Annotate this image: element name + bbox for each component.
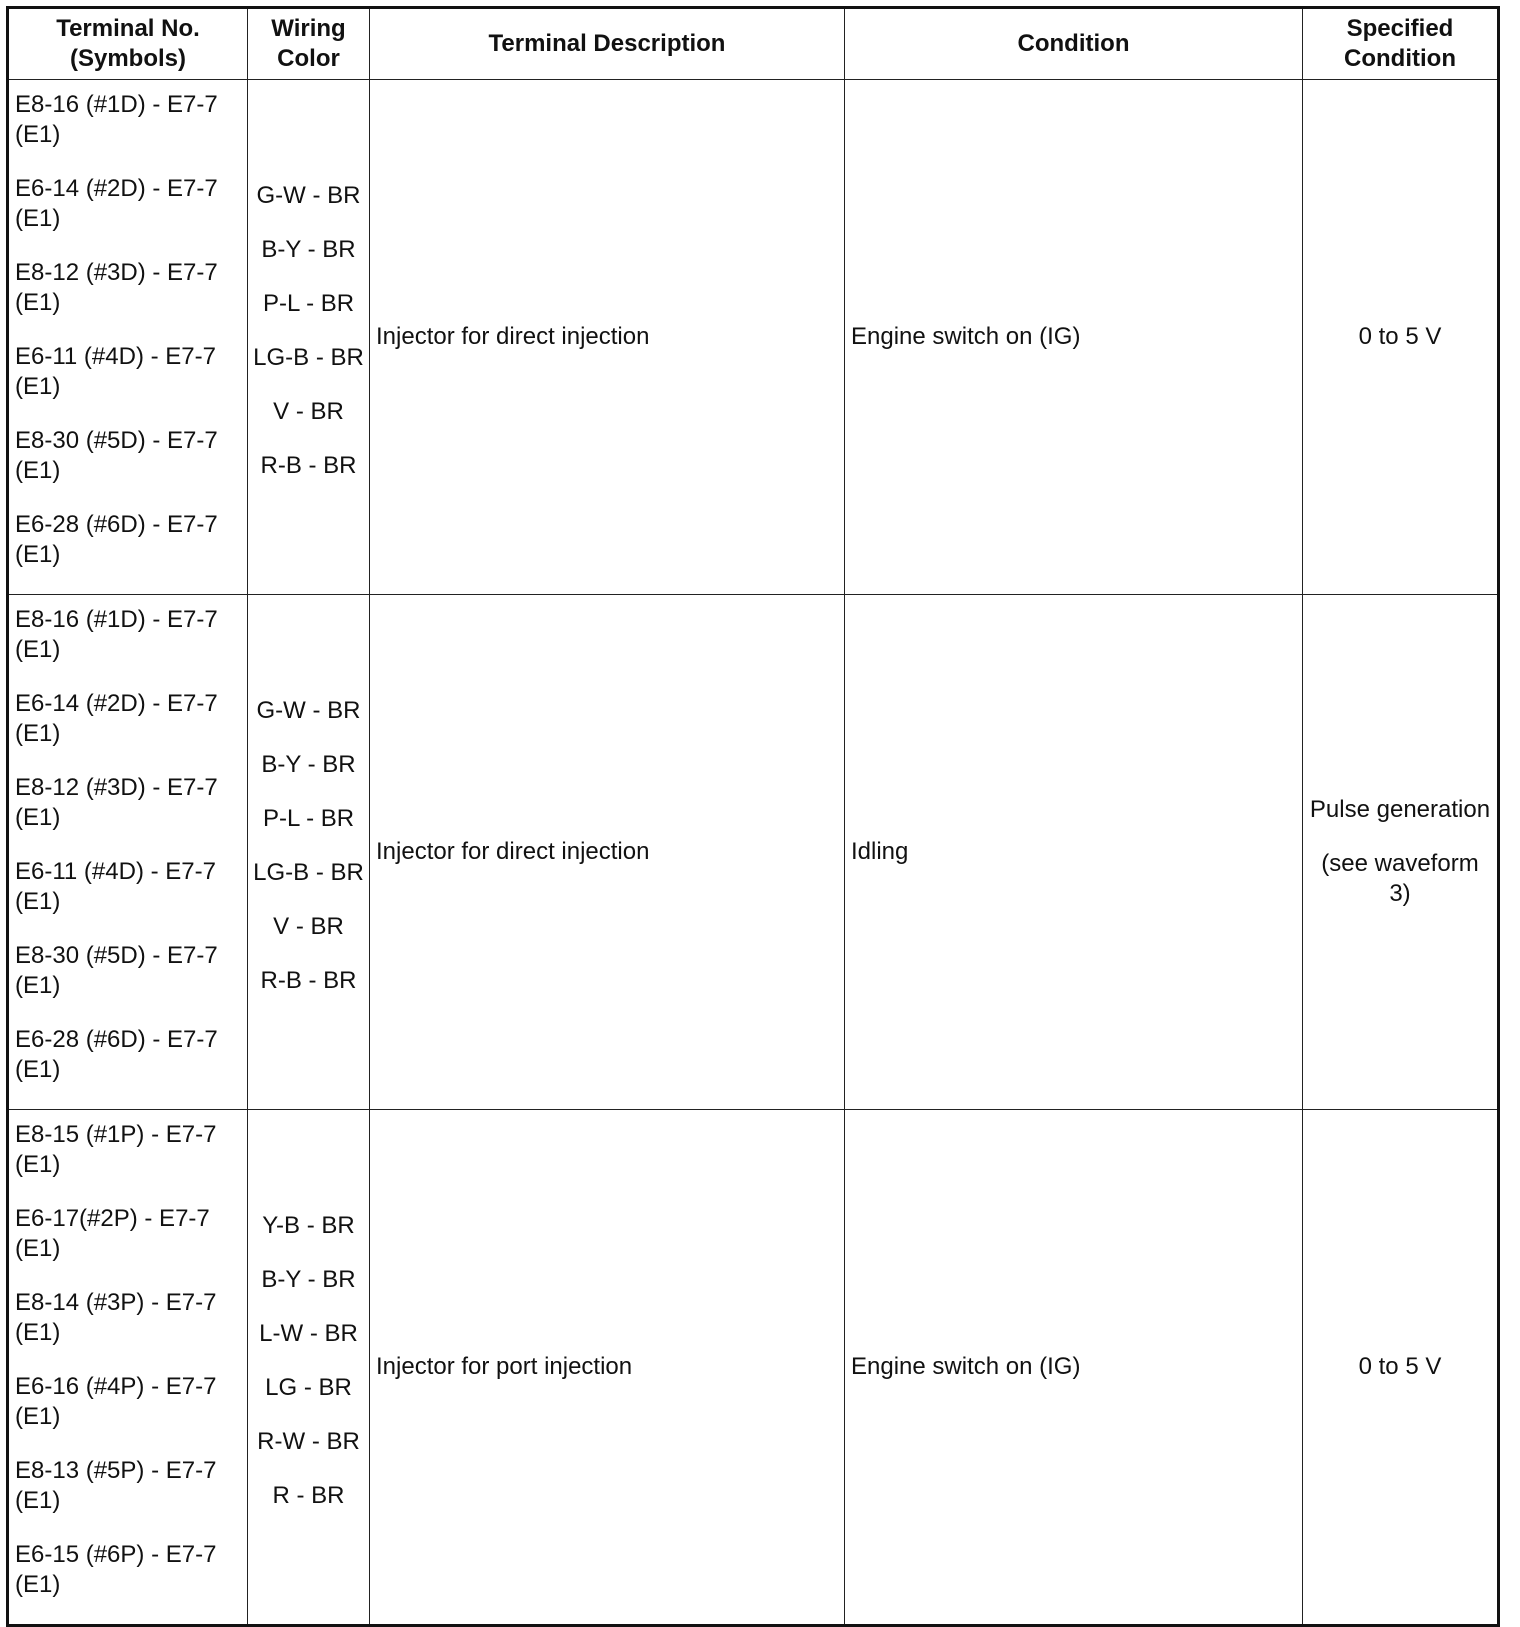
terminal-item: E6-11 (#4D) - E7-7 (E1) — [15, 858, 216, 915]
specified-condition-note: (see waveform 3) — [1321, 850, 1479, 907]
terminal-item: E8-13 (#5P) - E7-7 (E1) — [15, 1457, 217, 1514]
wiring-color-item: LG-B - BR — [253, 859, 364, 886]
wiring-color-cell — [248, 80, 370, 595]
header-terminal-description: Terminal Description — [370, 8, 845, 80]
wiring-color-item: V - BR — [273, 913, 344, 940]
terminal-item: E8-30 (#5D) - E7-7 (E1) — [15, 942, 218, 999]
wiring-color-item: R-B - BR — [260, 967, 357, 994]
terminal-item: E6-14 (#2D) - E7-7 (E1) — [15, 175, 218, 232]
header-condition: Condition — [845, 8, 1303, 80]
specified-condition-text: Pulse generation — [1309, 796, 1491, 823]
header-row — [8, 8, 1499, 80]
terminal-item: E8-30 (#5D) - E7-7 (E1) — [15, 427, 218, 484]
terminal-item: E6-28 (#6D) - E7-7 (E1) — [15, 1026, 218, 1083]
wiring-color-item: R-B - BR — [260, 452, 357, 479]
terminal-table — [6, 6, 1500, 1627]
specified-condition-text: 0 to 5 V — [1358, 323, 1442, 350]
header-specified-condition: Specified Condition — [1303, 8, 1499, 80]
terminal-item: E8-16 (#1D) - E7-7 (E1) — [15, 606, 218, 663]
terminal-description-cell: Injector for direct injection — [370, 595, 845, 1110]
terminal-item: E6-11 (#4D) - E7-7 (E1) — [15, 343, 216, 400]
specified-condition-cell — [1303, 1110, 1499, 1626]
wiring-color-item: G-W - BR — [256, 697, 361, 724]
wiring-color-item: LG-B - BR — [253, 344, 364, 371]
terminal-item: E8-16 (#1D) - E7-7 (E1) — [15, 91, 218, 148]
wiring-color-item: P-L - BR — [262, 805, 355, 832]
wiring-color-cell — [248, 1110, 370, 1626]
terminal-item: E6-17(#2P) - E7-7 (E1) — [15, 1205, 210, 1262]
terminal-item: E6-28 (#6D) - E7-7 (E1) — [15, 511, 218, 568]
table-row — [8, 80, 1499, 595]
wiring-color-item: L-W - BR — [259, 1320, 358, 1347]
wiring-color-item: R-W - BR — [257, 1428, 360, 1455]
header-terminal: Terminal No. (Symbols) — [8, 8, 248, 80]
wiring-color-item: LG - BR — [265, 1374, 352, 1401]
wiring-color-item: G-W - BR — [256, 182, 361, 209]
terminal-item: E8-15 (#1P) - E7-7 (E1) — [15, 1121, 217, 1178]
terminal-cell — [8, 1110, 248, 1626]
specified-condition-text: 0 to 5 V — [1358, 1353, 1442, 1380]
terminal-cell — [8, 80, 248, 595]
table-row — [8, 595, 1499, 1110]
header-wiring-color: Wiring Color — [248, 8, 370, 80]
wiring-color-item: P-L - BR — [262, 290, 355, 317]
wiring-color-item: B-Y - BR — [261, 1266, 356, 1293]
terminal-item: E8-12 (#3D) - E7-7 (E1) — [15, 774, 218, 831]
specified-condition-cell — [1303, 595, 1499, 1110]
condition-cell: Engine switch on (IG) — [845, 80, 1303, 595]
terminal-description-cell: Injector for port injection — [370, 1110, 845, 1626]
terminal-cell — [8, 595, 248, 1110]
wiring-color-item: B-Y - BR — [261, 236, 356, 263]
terminal-item: E6-15 (#6P) - E7-7 (E1) — [15, 1541, 217, 1598]
terminal-item: E6-14 (#2D) - E7-7 (E1) — [15, 690, 218, 747]
wiring-color-cell — [248, 595, 370, 1110]
terminal-item: E6-16 (#4P) - E7-7 (E1) — [15, 1373, 217, 1430]
terminal-item: E8-14 (#3P) - E7-7 (E1) — [15, 1289, 217, 1346]
terminal-table-container — [6, 6, 1500, 1627]
wiring-color-item: V - BR — [273, 398, 344, 425]
terminal-description-cell: Injector for direct injection — [370, 80, 845, 595]
wiring-color-item: R - BR — [272, 1482, 345, 1509]
wiring-color-item: Y-B - BR — [262, 1212, 355, 1239]
wiring-color-item: B-Y - BR — [261, 751, 356, 778]
table-row — [8, 1110, 1499, 1626]
condition-cell: Engine switch on (IG) — [845, 1110, 1303, 1626]
specified-condition-cell — [1303, 80, 1499, 595]
terminal-item: E8-12 (#3D) - E7-7 (E1) — [15, 259, 218, 316]
condition-cell: Idling — [845, 595, 1303, 1110]
